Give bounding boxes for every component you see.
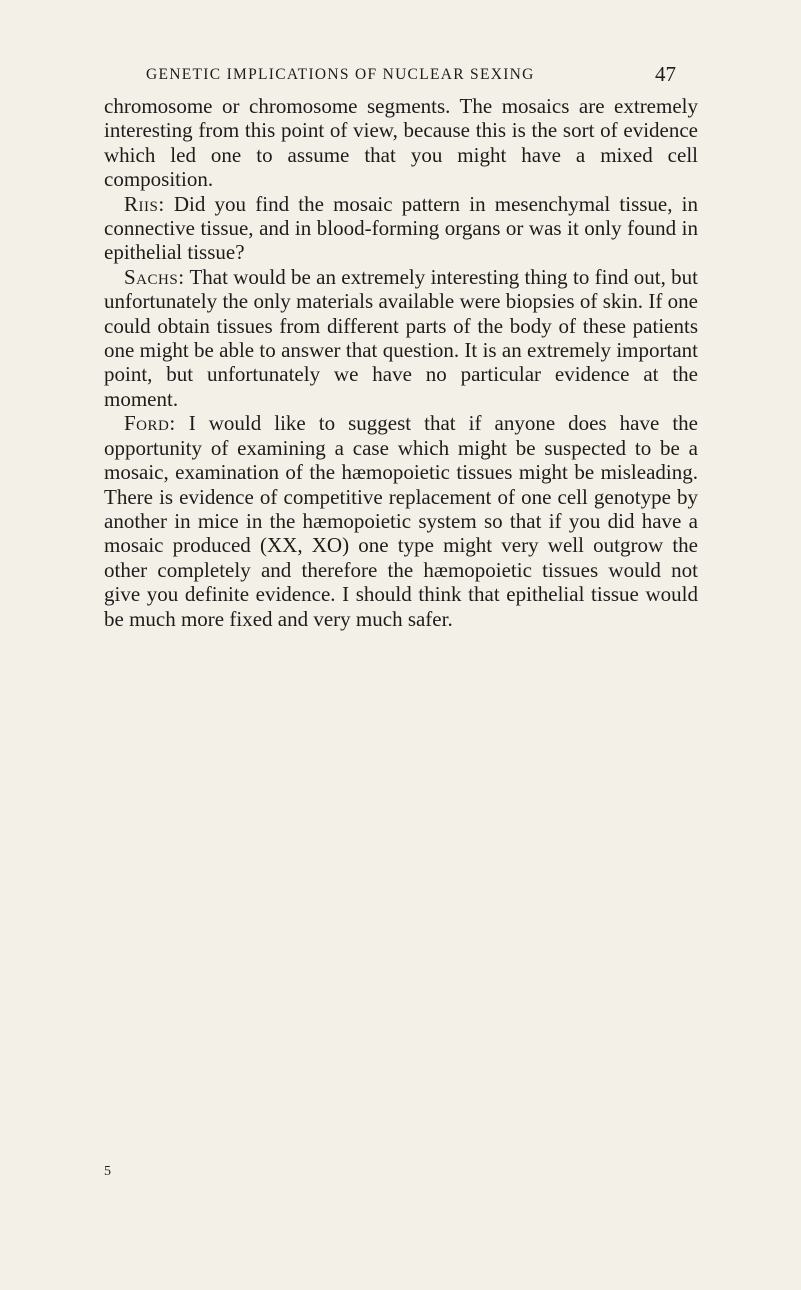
paragraph-text: I would like to suggest that if anyone does have the opportunity of examining a case which might be suspected to be a mosaic, examination of the hæmopoietic tissues might be misleading. There is evidence of competitive replacement of one cell genotype by another in mice in the hæmopoietic system so that if you did have a mosaic produced (XX, XO) one type might very well outgrow the other completely and therefore the hæmopoietic tissues would not give you definite evidence. I should think that epithelial tissue would be much more fixed and very much safer. [104, 411, 698, 631]
paragraph-text: Did you find the mosaic pattern in mesenchymal tissue, in connective tissue, and in blood-forming organs or was it only found in epithelial tissue? [104, 191, 698, 265]
speaker-name: Riis: [124, 191, 165, 216]
paragraph-continuation [104, 94, 698, 192]
page-header [146, 62, 676, 92]
speaker-name: Ford: [124, 411, 176, 436]
body-text [104, 94, 698, 631]
signature-mark: 5 [104, 1164, 111, 1179]
paragraph-text: That would be an extremely interesting thing to find out, but unfortunately the only materials available were biopsies of skin. If one could obtain tissues from different parts of the body of these patients one might be able to answer that question. It is an extremely important point, but unfortunately we have no particular evidence at the moment. [104, 264, 698, 411]
speaker-name: Sachs: [124, 264, 185, 289]
paragraph-ford [104, 411, 698, 631]
paragraph-text: chromosome or chromosome segments. The mosaics are extremely interesting from this point of view, because this is the sort of evidence which led one to assume that you might have a mixed cell composition. [104, 94, 698, 192]
page-number: 47 [655, 62, 676, 86]
paragraph-sachs [104, 265, 698, 411]
paragraph-riis [104, 192, 698, 265]
running-head: GENETIC IMPLICATIONS OF NUCLEAR SEXING [146, 66, 535, 83]
